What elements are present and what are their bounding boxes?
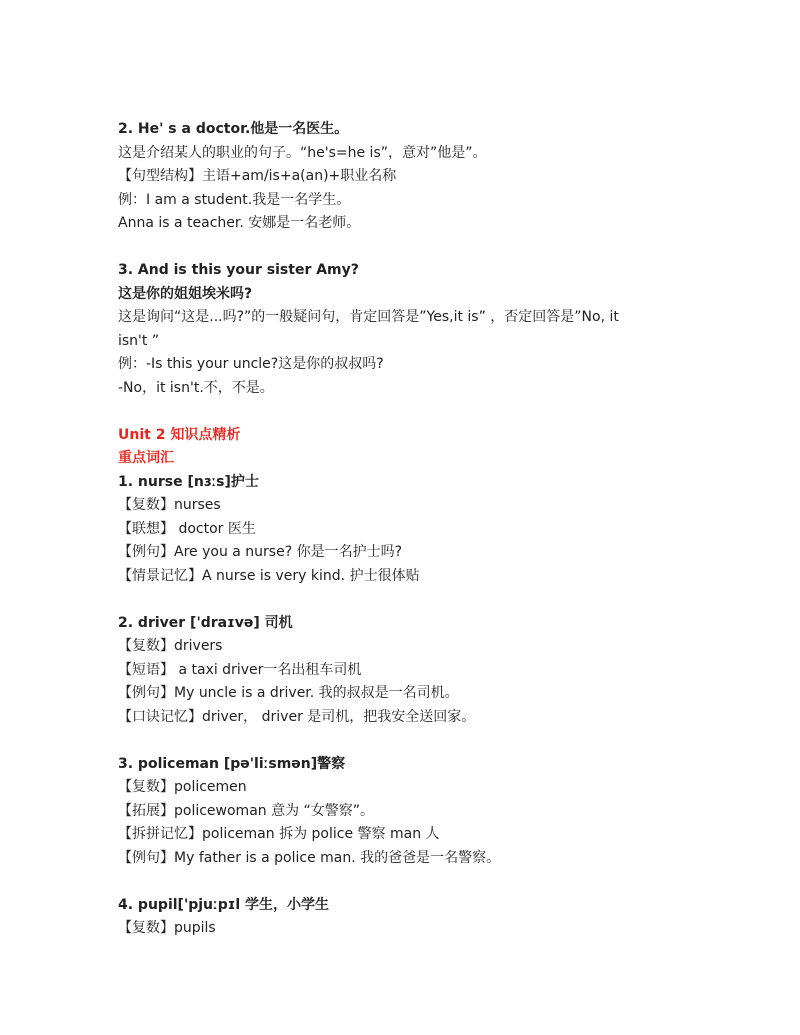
- paragraph: 这是介绍某人的职业的句子。“he's=he is”，意对”他是”。: [118, 144, 487, 161]
- example-line: 例：-Is this your uncle?这是你的叔叔吗?: [118, 356, 384, 372]
- section-heading: 2. He' s a doctor.他是一名医生。: [118, 121, 349, 137]
- section-heading-cn: 这是你的姐姐埃米吗?: [118, 285, 253, 302]
- example-line: -No，it isn't.不，不是。: [118, 379, 274, 396]
- paragraph: 这是询问“这是...吗?”的一般疑问句，肯定回答是”Yes,it is” ，否定回答是”No, it: [118, 309, 619, 325]
- word-detail: 【复数】nurses: [118, 497, 221, 513]
- spacer: [118, 400, 678, 424]
- spacer: [118, 870, 678, 894]
- word-entry: [118, 612, 678, 730]
- word-detail: 【例句】Are you a nurse? 你是一名护士吗?: [118, 544, 403, 560]
- spacer: [118, 729, 678, 753]
- word-detail: 【复数】pupils: [118, 920, 216, 936]
- word-detail: 【复数】policemen: [118, 779, 247, 795]
- word-detail: 【拓展】policewoman 意为 “女警察”。: [118, 802, 375, 819]
- example-line: Anna is a teacher. 安娜是一名老师。: [118, 215, 361, 231]
- spacer: [118, 588, 678, 612]
- word-entry: [118, 753, 678, 871]
- document-page: [118, 118, 678, 941]
- word-detail: 【复数】drivers: [118, 638, 223, 654]
- word-heading: 4. pupil['pjuːpɪl 学生，小学生: [118, 896, 330, 913]
- word-detail: 【联想】 doctor 医生: [118, 520, 256, 537]
- word-detail: 【口诀记忆】driver， driver 是司机，把我安全送回家。: [118, 708, 476, 725]
- word-detail: 【短语】 a taxi driver一名出租车司机: [118, 661, 362, 678]
- word-detail: 【例句】My father is a police man. 我的爸爸是一名警察。: [118, 849, 501, 866]
- word-detail: 【拆拼记忆】policeman 拆为 police 警察 man 人: [118, 826, 440, 842]
- word-detail: 【情景记忆】A nurse is very kind. 护士很体贴: [118, 567, 420, 584]
- paragraph: isn't ”: [118, 332, 160, 349]
- section-heading: 3. And is this your sister Amy?: [118, 262, 359, 278]
- word-detail: 【例句】My uncle is a driver. 我的叔叔是一名司机。: [118, 685, 459, 701]
- word-entry: [118, 894, 678, 941]
- word-heading: 1. nurse [nɜːs]护士: [118, 473, 259, 490]
- word-entry: [118, 471, 678, 589]
- paragraph: 【句型结构】主语+am/is+a(an)+职业名称: [118, 168, 397, 184]
- spacer: [118, 236, 678, 260]
- word-heading: 3. policeman [pə'liːsmən]警察: [118, 755, 346, 772]
- unit-title: Unit 2 知识点精析: [118, 426, 241, 443]
- word-heading: 2. driver ['draɪvə] 司机: [118, 614, 293, 631]
- example-line: 例：I am a student.我是一名学生。: [118, 191, 351, 208]
- unit-subtitle: 重点词汇: [118, 450, 174, 466]
